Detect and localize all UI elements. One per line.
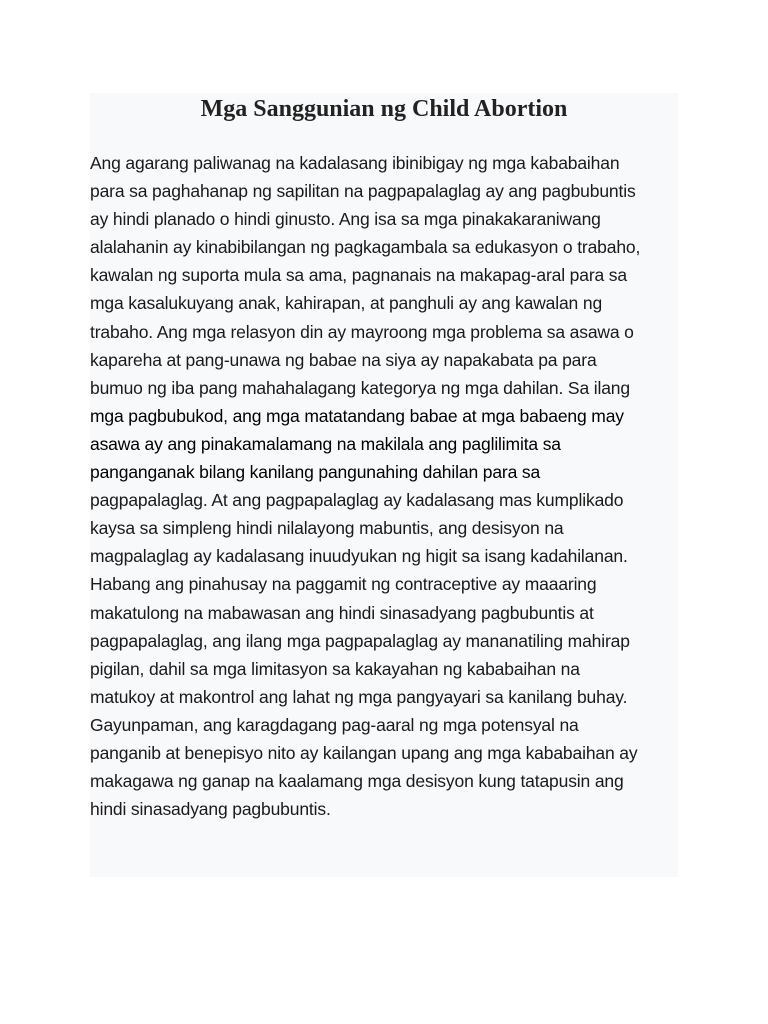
body-line: asawa ay ang pinakamalamang na makilala ang paglilimita sa [90,433,561,454]
body-line: hindi sinasadyang pagbubuntis. [90,799,331,820]
document-text-block [90,93,678,877]
body-line: pagpapalaglag. At ang pagpapalaglag ay kadalasang mas kumplikado [90,490,624,511]
body-line: panganib at benepisyo nito ay kailangan upang ang mga kababaihan ay [90,742,638,763]
body-line: pigilan, dahil sa mga limitasyon sa kakayahan ng kababaihan na [90,658,580,679]
body-line: mga kasalukuyang anak, kahirapan, at panghuli ay ang kawalan ng [90,293,603,314]
body-line: Habang ang pinahusay na paggamit ng contraceptive ay maaaring [90,574,597,595]
body-line: mga pagbubukod, ang mga matatandang babae at mga babaeng may [90,405,624,426]
body-line: pagpapalaglag, ang ilang mga pagpapalaglag ay mananatiling mahirap [90,630,630,651]
body-line: panganganak bilang kanilang pangunahing dahilan para sa [90,462,541,483]
body-line: magpalaglag ay kadalasang inuudyukan ng higit sa isang kadahilanan. [90,546,628,567]
body-line: ay hindi planado o hindi ginusto. Ang isa sa mga pinakakaraniwang [90,209,601,230]
body-line: bumuo ng iba pang mahahalagang kategorya ng mga dahilan. Sa ilang [90,377,630,398]
document-body [90,149,678,823]
body-line: makatulong na mabawasan ang hindi sinasadyang pagbubuntis at [90,602,594,623]
body-line: Ang agarang paliwanag na kadalasang ibinibigay ng mga kababaihan [90,153,620,173]
body-line: kawalan ng suporta mula sa ama, pagnanais na makapag-aral para sa [90,265,627,286]
body-line: kaysa sa simpleng hindi nilalayong mabuntis, ang desisyon na [90,518,564,539]
body-line: para sa paghahanap ng sapilitan na pagpapalaglag ay ang pagbubuntis [90,181,636,202]
body-line: matukoy at makontrol ang lahat ng mga pangyayari sa kanilang buhay. [90,686,628,707]
body-line: kapareha at pang-unawa ng babae na siya ay napakabata pa para [90,349,597,370]
document-title: Mga Sanggunian ng Child Abortion [200,96,568,122]
body-line: makagawa ng ganap na kaalamang mga desisyon kung tatapusin ang [90,771,624,792]
body-line: Gayunpaman, ang karagdagang pag-aaral ng mga potensyal na [90,714,579,735]
body-line: alalahanin ay kinabibilangan ng pagkagambala sa edukasyon o trabaho, [90,237,641,258]
body-line: trabaho. Ang mga relasyon din ay mayroong mga problema sa asawa o [90,321,634,342]
